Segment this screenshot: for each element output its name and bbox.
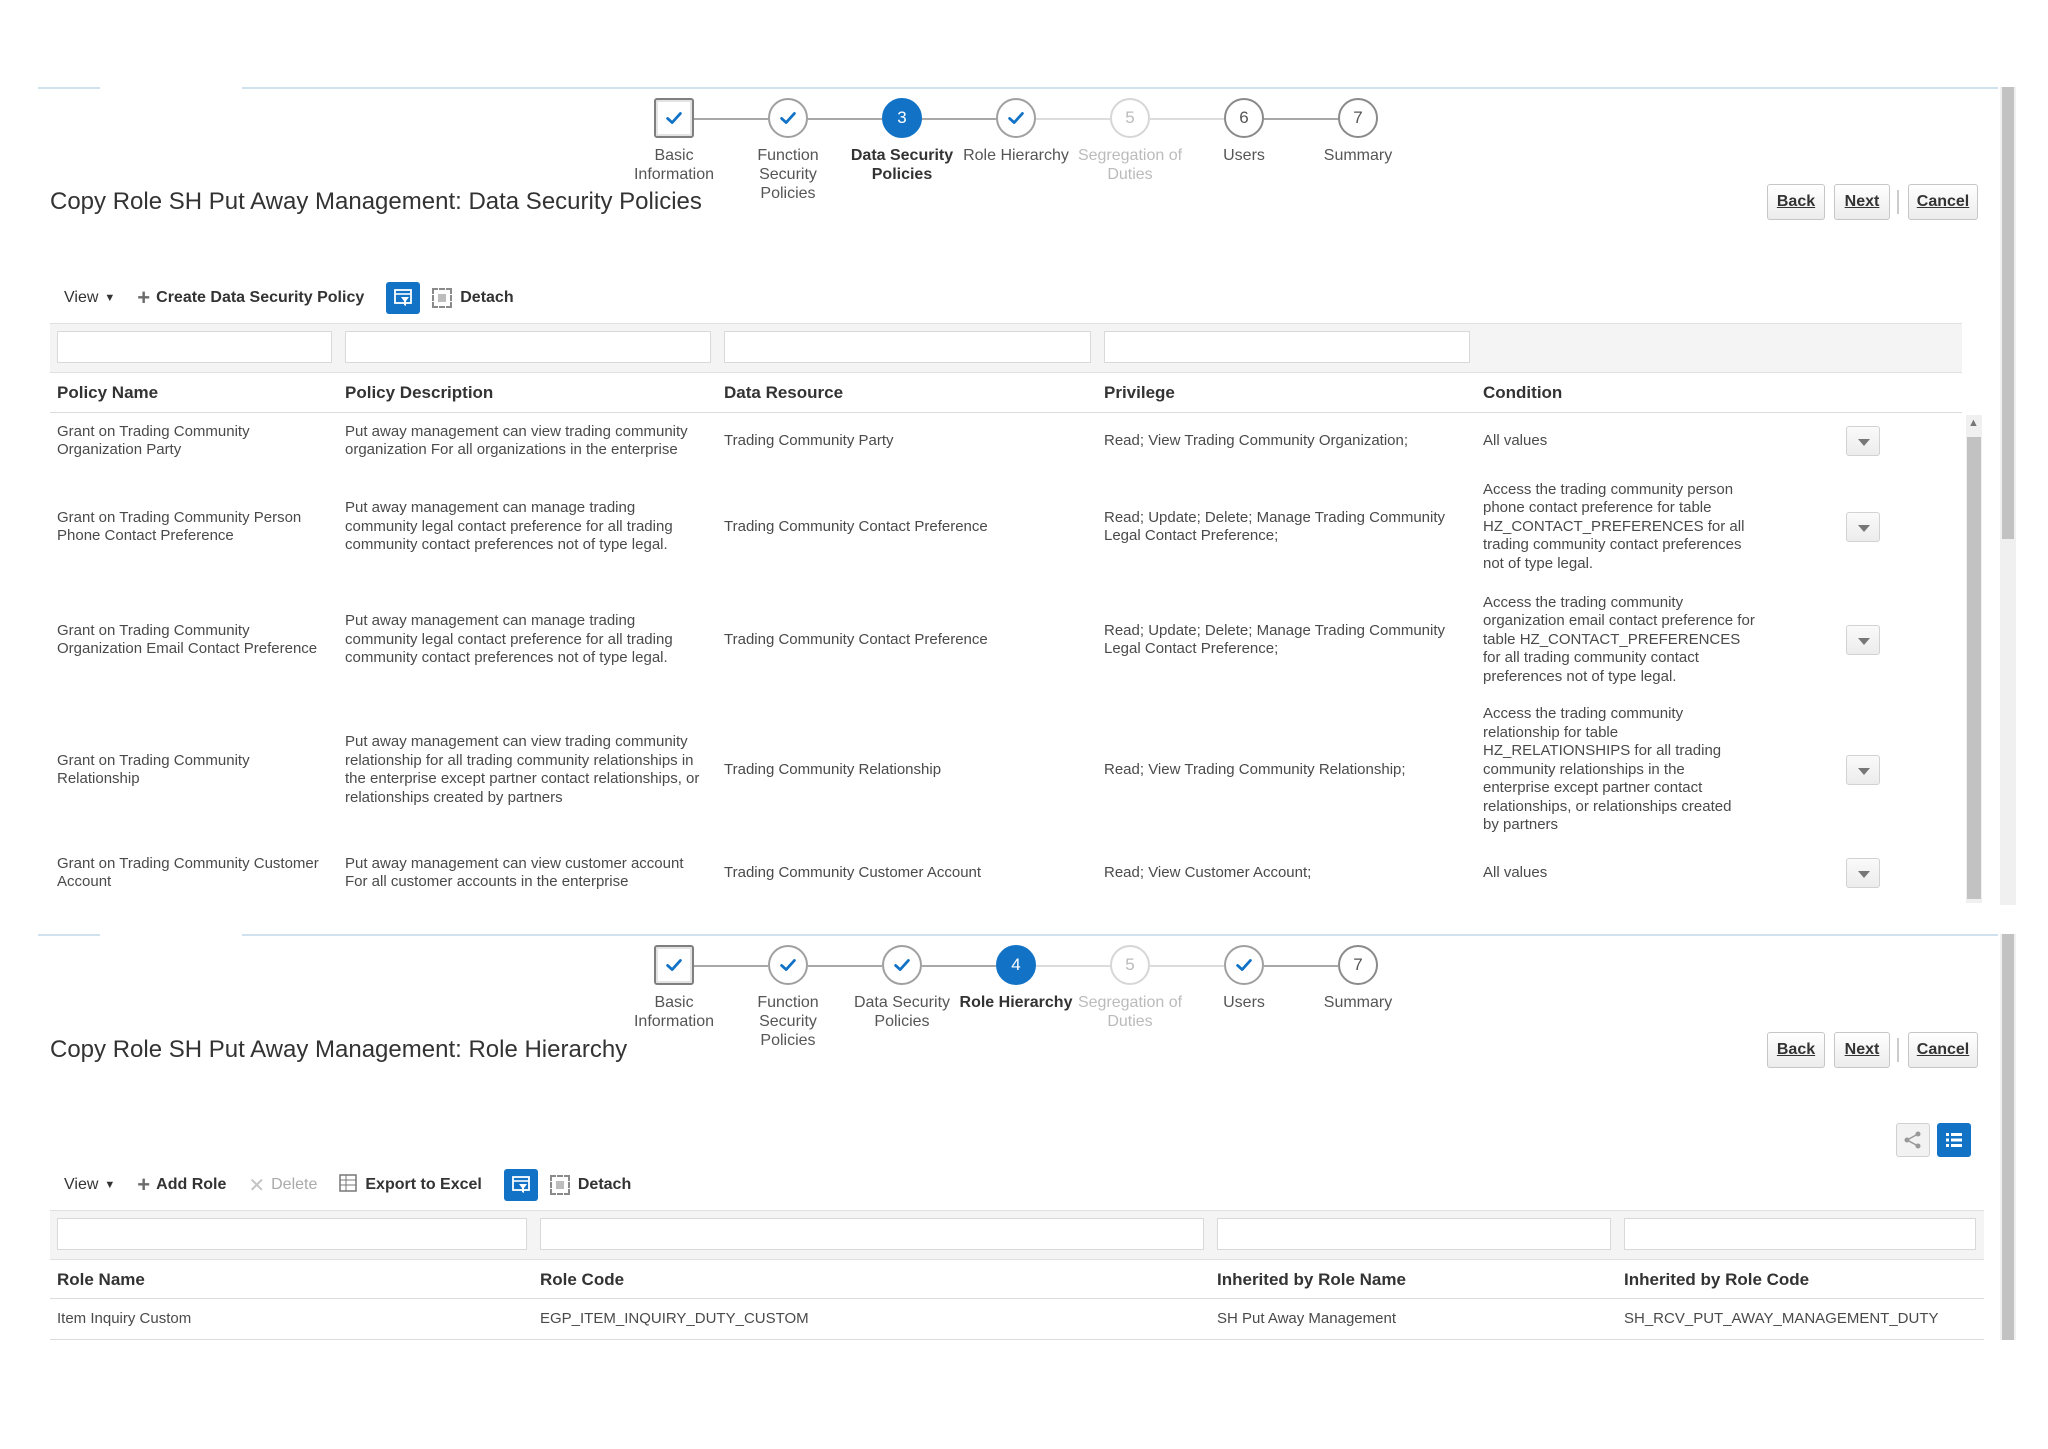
cell-line: Trading Community Party [724, 431, 894, 449]
view-menu-2[interactable] [64, 1176, 115, 1194]
cell-line: Relationship [57, 770, 140, 787]
view-label: View [64, 289, 99, 306]
back-button-2[interactable]: Back [1767, 1032, 1825, 1068]
train-step-2[interactable] [730, 98, 846, 203]
row-divider [50, 1339, 1984, 1340]
next-button[interactable]: Next [1834, 184, 1890, 220]
policy-privilege-cell [1104, 432, 1408, 451]
train-step-5 [1072, 98, 1188, 184]
step-label-line-1: Role Hierarchy [959, 994, 1073, 1011]
policy-description-cell [345, 499, 673, 555]
cell-line: Organization Party [57, 441, 182, 458]
list-view-icon[interactable] [1937, 1123, 1971, 1157]
policy-name-cell[interactable] [57, 423, 250, 460]
cell-line: for all trading community contact [1483, 649, 1699, 667]
cell-line: organization For all organizations in the enterprise [345, 441, 678, 458]
col-inherited-role-name[interactable]: Inherited by Role Name [1217, 1270, 1406, 1289]
checkmark-icon [882, 945, 922, 985]
row-actions-dropdown-icon[interactable] [1846, 426, 1880, 456]
col-data-resource[interactable]: Data Resource [724, 383, 844, 402]
cell-line: Legal Contact Preference; [1104, 527, 1279, 544]
create-policy-label: Create Data Security Policy [156, 289, 365, 306]
cell-line: Grant on Trading Community Person [57, 508, 302, 526]
cell-line: Read; View Trading Community Relationship; [1104, 760, 1406, 778]
page-title: Copy Role SH Put Away Management: Data Security Policies [50, 188, 702, 215]
cell-line: table HZ_CONTACT_PREFERENCES [1483, 630, 1741, 648]
train-step-3[interactable] [844, 945, 960, 1031]
add-role-label: Add Role [156, 1176, 227, 1193]
process-train [616, 98, 1424, 202]
train-step-label [1072, 993, 1188, 1031]
train-step-label [1300, 146, 1416, 165]
cell-line: Grant on Trading Community Customer [57, 854, 319, 872]
cell-line: Organization Email Contact Preference [57, 640, 318, 657]
plus-icon: + [137, 1172, 151, 1197]
export-excel-icon [339, 1174, 357, 1197]
scroll-up-icon[interactable]: ▲ [1968, 417, 1979, 429]
step-label-line-1: Summary [1323, 994, 1393, 1011]
process-train-2 [616, 945, 1424, 1049]
policy-description-cell [345, 612, 673, 668]
col-privilege[interactable]: Privilege [1104, 383, 1175, 402]
cell-line: All values [1483, 863, 1548, 881]
page-scrollbar[interactable] [2000, 87, 2016, 905]
train-step-2[interactable] [730, 945, 846, 1050]
cell-line: Grant on Trading Community [57, 621, 250, 639]
train-step-1[interactable] [616, 945, 732, 1031]
train-step-label [844, 146, 960, 184]
page-scroll-thumb-2[interactable] [2002, 934, 2014, 1340]
step-label-line-1: Function [757, 147, 819, 164]
cell-line: community legal contact preference for all trading [345, 517, 673, 535]
table-toolbar [64, 280, 536, 316]
button-separator [1897, 190, 1899, 214]
col-inherited-role-code[interactable]: Inherited by Role Code [1624, 1270, 1810, 1289]
policy-name-filter[interactable] [57, 331, 332, 363]
policy-condition-cell [1483, 864, 1547, 883]
policy-privilege-cell [1104, 509, 1445, 546]
policy-resource-cell [724, 518, 988, 537]
data-resource-filter[interactable] [724, 331, 1091, 363]
policy-resource-cell [724, 432, 894, 451]
cell-line: HZ_CONTACT_PREFERENCES for all [1483, 517, 1745, 535]
cell-line: Put away management can view customer account [345, 854, 684, 872]
train-step-label [730, 146, 846, 203]
policy-name-cell[interactable] [57, 622, 317, 659]
inherited-role-name-cell: SH Put Away Management [1217, 1310, 1396, 1327]
cell-line: Legal Contact Preference; [1104, 640, 1279, 657]
graph-view-icon[interactable] [1896, 1123, 1930, 1157]
checkmark-icon [1224, 945, 1264, 985]
cell-line: enterprise except partner contact [1483, 779, 1703, 797]
header-divider [50, 412, 1962, 413]
step-label-line-2: Duties [1107, 166, 1153, 183]
cell-line: trading community contact preferences [1483, 536, 1742, 554]
step-label-line-1: Role Hierarchy [963, 147, 1069, 164]
policy-name-cell[interactable] [57, 752, 250, 789]
col-condition[interactable]: Condition [1483, 383, 1563, 402]
caret-down-icon: ▼ [104, 292, 116, 304]
cell-line: Trading Community Contact Preference [724, 517, 988, 535]
col-role-name[interactable]: Role Name [57, 1270, 145, 1289]
step-label-line-1: Summary [1323, 147, 1393, 164]
cell-line: preferences not of type legal. [1483, 667, 1677, 685]
checkmark-icon [654, 945, 694, 985]
detach-icon [432, 288, 452, 308]
inherited-role-name-filter[interactable] [1217, 1218, 1611, 1250]
step-label-line-1: Data Security [850, 147, 954, 164]
cell-line: For all customer accounts in the enterprise [345, 873, 629, 890]
cell-line: Read; Update; Delete; Manage Trading Community [1104, 508, 1446, 526]
cell-line: community legal contact preference for all trading [345, 630, 673, 648]
col-policy-description[interactable]: Policy Description [345, 383, 494, 402]
cell-line: by partners [1483, 816, 1559, 834]
plus-icon: + [137, 285, 151, 310]
back-button[interactable]: Back [1767, 184, 1825, 220]
policy-description-cell [345, 733, 699, 807]
cell-line: relationship for all trading community relationships in [345, 751, 694, 769]
cell-line: All values [1483, 431, 1548, 449]
create-policy-button[interactable] [137, 285, 365, 310]
policy-privilege-cell [1104, 864, 1311, 883]
cell-line: Trading Community Customer Account [724, 863, 982, 881]
step-number: 7 [1338, 98, 1378, 138]
table-toolbar-2 [64, 1167, 653, 1203]
cell-line: not of type legal. [1483, 554, 1594, 572]
step-number: 7 [1338, 945, 1378, 985]
query-by-example-icon[interactable] [504, 1169, 538, 1201]
privilege-filter[interactable] [1104, 331, 1470, 363]
policy-resource-cell [724, 864, 981, 883]
scroll-thumb[interactable] [1967, 437, 1981, 899]
train-step-label [844, 993, 960, 1031]
add-role-button[interactable] [137, 1172, 227, 1197]
cell-line: Read; View Trading Community Organization; [1104, 431, 1409, 449]
rule-gap-2 [100, 934, 242, 936]
page-title-2: Copy Role SH Put Away Management: Role Hierarchy [50, 1036, 628, 1063]
train-step-label [958, 146, 1074, 165]
caret-down-icon: ▼ [104, 1179, 116, 1191]
page-scroll-thumb[interactable] [2002, 87, 2014, 539]
step-label-line-2: Policies [874, 1013, 930, 1030]
next-button-2[interactable]: Next [1834, 1032, 1890, 1068]
row-actions-dropdown-icon[interactable] [1846, 858, 1880, 888]
train-step-label [730, 993, 846, 1050]
policy-description-cell [345, 423, 688, 460]
train-step-label [1186, 993, 1302, 1012]
table-scrollbar[interactable] [1966, 415, 1982, 903]
train-step-label [1072, 146, 1188, 184]
cancel-button-2[interactable]: Cancel [1908, 1032, 1978, 1068]
query-by-example-icon[interactable] [386, 282, 420, 314]
policy-condition-cell [1483, 432, 1547, 451]
role-name-cell[interactable]: Item Inquiry Custom [57, 1310, 192, 1327]
train-step-label [616, 993, 732, 1031]
inherited-role-code-cell: SH_RCV_PUT_AWAY_MANAGEMENT_DUTY [1624, 1310, 1939, 1327]
step-number: 6 [1224, 98, 1264, 138]
detach-button-2[interactable] [550, 1175, 631, 1195]
cell-line: the enterprise except partner contact relationships, or [345, 770, 700, 787]
detach-icon [550, 1175, 570, 1195]
top-rule [38, 87, 1998, 89]
train-step-label [958, 993, 1074, 1012]
step-number: 3 [882, 98, 922, 138]
train-step-label [1300, 993, 1416, 1012]
delete-x-icon: ✕ [248, 1174, 266, 1197]
train-step-4[interactable] [958, 98, 1074, 165]
step-label-line-1: Segregation of [1077, 994, 1183, 1011]
step-label-line-2: Security Policies [759, 1013, 817, 1049]
cell-line: phone contact preference for table [1483, 499, 1712, 517]
cancel-button[interactable]: Cancel [1908, 184, 1978, 220]
policy-condition-cell [1483, 594, 1755, 687]
policy-name-cell[interactable] [57, 855, 319, 892]
cell-line: HZ_RELATIONSHIPS for all trading [1483, 742, 1722, 760]
row-actions-dropdown-icon[interactable] [1846, 625, 1880, 655]
cell-line: Put away management can view trading community [345, 733, 688, 750]
step-label-line-2: Security Policies [759, 166, 817, 202]
step-label-line-1: Segregation of [1077, 147, 1183, 164]
checkmark-icon [768, 945, 808, 985]
step-label-line-2: Information [633, 1013, 715, 1030]
rule-gap [100, 87, 242, 89]
cell-line: organization email contact preference for [1483, 612, 1755, 630]
train-step-6[interactable] [1186, 945, 1302, 1012]
checkmark-icon [654, 98, 694, 138]
role-name-filter[interactable] [57, 1218, 527, 1250]
policy-resource-cell [724, 631, 988, 650]
page-scrollbar-2[interactable] [2000, 934, 2016, 1340]
cell-line: Read; Update; Delete; Manage Trading Community [1104, 621, 1446, 639]
cell-line: Access the trading community [1483, 593, 1684, 611]
step-label-line-1: Data Security [853, 994, 951, 1011]
view-label-2: View [64, 1176, 99, 1193]
inherited-role-code-filter[interactable] [1624, 1218, 1976, 1250]
row-actions-dropdown-icon[interactable] [1846, 512, 1880, 542]
checkmark-icon [996, 98, 1036, 138]
step-label-line-1: Function [757, 994, 819, 1011]
delete-button[interactable] [248, 1173, 317, 1198]
cell-line: Put away management can manage trading [345, 499, 636, 517]
train-step-label [616, 146, 732, 184]
cell-line: Grant on Trading Community [57, 422, 250, 440]
delete-label: Delete [271, 1176, 318, 1193]
header-divider-2 [50, 1298, 1984, 1299]
export-excel-button[interactable] [339, 1174, 481, 1197]
policy-description-filter[interactable] [345, 331, 711, 363]
train-step-4[interactable] [958, 945, 1074, 1012]
cell-line: relationship for table [1483, 723, 1619, 741]
step-label-line-1: Users [1223, 147, 1265, 164]
train-step-3[interactable] [844, 98, 960, 184]
cell-line: Grant on Trading Community [57, 751, 250, 769]
col-role-code[interactable]: Role Code [540, 1270, 625, 1289]
cell-line: Phone Contact Preference [57, 527, 234, 544]
cell-line: Put away management can view trading community [345, 422, 688, 440]
policy-name-cell[interactable] [57, 509, 301, 546]
cell-line: community relationships in the [1483, 760, 1685, 778]
cell-line: Account [57, 873, 112, 890]
policy-condition-cell [1483, 705, 1731, 835]
detach-label-2: Detach [577, 1176, 632, 1193]
step-number: 4 [996, 945, 1036, 985]
step-label-line-2: Policies [871, 166, 933, 183]
cell-line: relationships, or relationships created [1483, 797, 1732, 815]
step-label-line-1: Users [1223, 994, 1265, 1011]
detach-label: Detach [460, 289, 514, 306]
cell-line: Access the trading community person [1483, 480, 1734, 498]
train-step-6[interactable] [1186, 98, 1302, 165]
cell-line: community contact preferences not of type legal. [345, 536, 668, 554]
step-label-line-1: Basic [654, 994, 694, 1011]
policy-description-cell [345, 855, 684, 892]
row-actions-dropdown-icon[interactable] [1846, 755, 1880, 785]
step-number: 5 [1110, 98, 1150, 138]
step-label-line-2: Information [633, 166, 715, 183]
step-label-line-1: Basic [654, 147, 694, 164]
cell-line: Trading Community Relationship [724, 760, 942, 778]
cell-line: Put away management can manage trading [345, 612, 636, 630]
cell-line: Read; View Customer Account; [1104, 863, 1312, 881]
detach-button[interactable] [432, 288, 513, 308]
checkmark-icon [768, 98, 808, 138]
train-step-7[interactable] [1300, 98, 1416, 165]
cell-line: community contact preferences not of type legal. [345, 649, 668, 667]
policy-privilege-cell [1104, 622, 1445, 659]
step-label-line-2: Duties [1107, 1013, 1153, 1030]
cell-line: relationships created by partners [345, 788, 563, 806]
train-step-7[interactable] [1300, 945, 1416, 1012]
train-step-label [1186, 146, 1302, 165]
button-separator-2 [1897, 1038, 1899, 1062]
train-step-5 [1072, 945, 1188, 1031]
role-code-filter[interactable] [540, 1218, 1204, 1250]
export-label: Export to Excel [365, 1176, 482, 1193]
policy-privilege-cell [1104, 761, 1406, 780]
policy-resource-cell [724, 761, 941, 780]
view-menu[interactable] [64, 289, 115, 307]
cell-line: Trading Community Contact Preference [724, 630, 988, 648]
policy-condition-cell [1483, 481, 1744, 574]
step-number: 5 [1110, 945, 1150, 985]
train-step-1[interactable] [616, 98, 732, 184]
cell-line: Access the trading community [1483, 705, 1684, 723]
section-rule [38, 934, 1998, 936]
col-policy-name[interactable]: Policy Name [57, 383, 159, 402]
role-code-cell: EGP_ITEM_INQUIRY_DUTY_CUSTOM [540, 1310, 809, 1327]
